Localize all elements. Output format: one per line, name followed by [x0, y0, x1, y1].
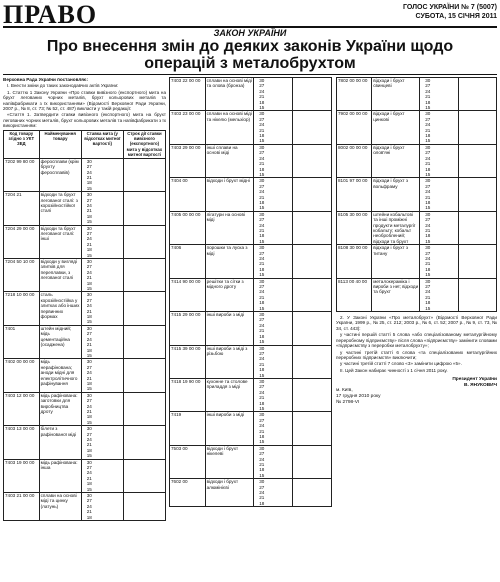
cell-code: 8113 00 40 00: [337, 278, 372, 311]
masthead: [3, 2, 497, 28]
cell-code: 7415 39 00 00: [170, 345, 206, 378]
cell-code: 7403 12 00 00: [4, 392, 40, 425]
cell-rate: 30 27 24 21 18 15: [254, 278, 293, 311]
cell-rate: 30 27 24 21 18 15: [254, 111, 293, 144]
cell-code: 7402 00 00 00: [4, 359, 40, 392]
table-row: [337, 178, 497, 211]
table-row: [170, 178, 332, 211]
title-divider: [3, 74, 497, 75]
cell-name: відходи і брухт з вольфраму: [372, 178, 420, 211]
cell-name: порошки та луска з міді: [205, 245, 254, 278]
cell-term: [293, 412, 332, 445]
cell-term: [293, 78, 332, 111]
cell-rate: 30 27 24 21 18 15: [420, 144, 458, 177]
cell-code: 7406: [170, 245, 206, 278]
cell-code: 7902 00 00 00: [337, 111, 372, 144]
cell-term: [293, 345, 332, 378]
table-row: [170, 245, 332, 278]
cell-rate: 30 27 24 21 18 15: [81, 392, 123, 425]
cell-name: відходи у вигляді злитків для переплавки, з легованої сталі: [39, 259, 81, 292]
amendment-paragraph: 2. У Законі України «Про металобрухт» (Відомості Верховної Ради України, 1999 р., № 25, ст. 212; 2003 р., № 6, ст. 52; 2007 р., № 9, ст. 73, № 34, ст. 443):: [336, 315, 497, 331]
table-row: [4, 493, 166, 521]
cell-name: мідь рафінована: інша: [39, 459, 81, 492]
cell-term: [123, 292, 165, 325]
table-row: [170, 412, 332, 445]
cell-term: [458, 278, 496, 311]
date-line: СУБОТА, 15 СІЧНЯ 2011: [415, 13, 497, 20]
cell-term: [293, 378, 332, 411]
cell-term: [123, 426, 165, 459]
header-code: Код товару згідно з УКТ ЗЕД: [4, 130, 40, 158]
cell-term: [293, 445, 332, 478]
table-row: [170, 345, 332, 378]
cell-term: [123, 225, 165, 258]
signature-position: Президент України: [452, 377, 497, 383]
cell-code: 7403 22 00 00: [170, 78, 206, 111]
cell-name: відходи і брухт алюмінієві: [205, 479, 254, 507]
cell-name: решітки та сітки з мідного дроту: [205, 278, 254, 311]
table-row: [337, 144, 497, 177]
cell-term: [293, 245, 332, 278]
cell-name: відходи і брухт з титану: [372, 245, 420, 278]
cell-code: 8108 30 00 00: [337, 245, 372, 278]
newspaper-logo: ПРАВО: [3, 0, 98, 29]
table-row: [4, 426, 166, 459]
cell-name: кухонне та столове приладдя з міді: [205, 378, 254, 411]
cell-name: сплави на основі міді та олова (бронза): [205, 78, 254, 111]
cell-rate: 30 27 24 21 18 15: [254, 412, 293, 445]
cell-code: 7403 29 00 00: [170, 144, 206, 177]
cell-rate: 30 27 24 21 18 15: [81, 459, 123, 492]
cell-name: сплави на основі міді та нікелю (мельхіор): [205, 111, 254, 144]
column-1: [3, 77, 166, 521]
cell-name: відходи і брухт цинкові: [372, 111, 420, 144]
cell-code: 8002 00 00 00: [337, 144, 372, 177]
cell-rate: 30 27 24 21 18 15: [420, 111, 458, 144]
cell-rate: 30 27 24 21 18 15: [81, 225, 123, 258]
cell-code: 7202 99 80 00: [4, 158, 40, 191]
cell-name: штейн мідний; мідь цементаційна (осаджена): [39, 325, 81, 358]
cell-term: [293, 312, 332, 345]
cell-name: відходи та брухт легованої сталі: з корозійностійкої сталі: [39, 192, 81, 225]
table-row: [4, 259, 166, 292]
cell-code: 8105 30 00 00: [337, 211, 372, 244]
cell-code: 7403 13 00 00: [4, 426, 40, 459]
table-row: [170, 111, 332, 144]
header-name: Найменування товару: [39, 130, 81, 158]
cell-code: 7401: [4, 325, 40, 358]
cell-code: 7503 00: [170, 445, 206, 478]
cell-code: 7403 23 00 00: [170, 111, 206, 144]
cell-code: 8101 97 00 00: [337, 178, 372, 211]
cell-rate: 30 27 24 21 18 15: [254, 378, 293, 411]
table-row: [337, 78, 497, 111]
cell-term: [293, 111, 332, 144]
cell-rate: 30 27 24 21 18: [81, 493, 123, 521]
cell-name: металокераміка і вироби з неї; відходи та брухт: [372, 278, 420, 311]
table-row: [4, 392, 166, 425]
header-term: Строк дії ставки вивізного (експортного) мита у відсотках митної вартості: [123, 130, 165, 158]
cell-rate: 30 27 24 21 18 15: [81, 359, 123, 392]
cell-name: інші вироби з міді з різьбою: [205, 345, 254, 378]
cell-name: відходи і брухт олов'яні: [372, 144, 420, 177]
cell-term: [123, 325, 165, 358]
cell-name: відходи і брухт мідні: [205, 178, 254, 211]
cell-term: [458, 111, 496, 144]
cell-name: відходи і брухт свинцеві: [372, 78, 420, 111]
cell-rate: 30 27 24 21 18 15: [254, 245, 293, 278]
cell-code: 7204 29 00 00: [4, 225, 40, 258]
table-row: [170, 378, 332, 411]
intro-paragraph: 1. Статтю 1 Закону України «Про ставки вивізного (експортного) мита на брухт легованих чорних металів, брухт кольорових металів та напівфабрикати з їх використанням» (Відомості Верховної Ради України, 2007 р., № 8, ст. 73; № 52, ст. 487) викласти у такій редакції:: [3, 89, 166, 112]
cell-rate: 30 27 24 21 18 15: [420, 178, 458, 211]
intro-text: [3, 77, 166, 129]
cell-code: 7414 90 00 00: [170, 278, 206, 311]
table-row: [170, 479, 332, 507]
signature-number: № 2798-VI: [336, 399, 360, 405]
column-2: [169, 77, 332, 507]
cell-term: [458, 211, 496, 244]
cell-name: білети з рафінованої міді: [39, 426, 81, 459]
cell-name: штейни кобальтові та інші проміжні продукти металургії кобальту; кобальт необроблений; відходи та брухт: [372, 211, 420, 244]
cell-term: [123, 392, 165, 425]
cell-name: сплави на основі міді та цинку (латунь): [39, 493, 81, 521]
table-row: [170, 445, 332, 478]
cell-term: [293, 144, 332, 177]
table-row: [337, 245, 497, 278]
table-row: [337, 211, 497, 244]
cell-name: мідь рафінована: заготовки для виробництва дроту: [39, 392, 81, 425]
cell-rate: 30 27 24 21 18 15: [254, 345, 293, 378]
cell-term: [123, 493, 165, 521]
cell-name: інші сплави на основі міді: [205, 144, 254, 177]
header-rate: Ставка мита (у відсотках митної вартості): [81, 130, 123, 158]
cell-name: інші вироби з міді: [205, 312, 254, 345]
law-caption: ЗАКОН УКРАЇНИ: [213, 28, 287, 38]
cell-rate: 30 27 24 21 18 15: [81, 426, 123, 459]
cell-rate: 30 27 24 21 18 15: [420, 278, 458, 311]
cell-code: 7418 19 90 00: [170, 378, 206, 411]
cell-name: сталь корозійностійка у злитках або інших первинних формах: [39, 292, 81, 325]
amendments-text: [336, 315, 497, 373]
signature-block: [336, 377, 497, 405]
cell-term: [123, 259, 165, 292]
cell-rate: 30 27 24 21 18 15: [81, 192, 123, 225]
cell-term: [293, 211, 332, 244]
duty-table-3: [336, 77, 497, 312]
cell-code: 7602 00: [170, 479, 206, 507]
cell-term: [458, 144, 496, 177]
cell-rate: 30 27 24 21 18 15: [81, 325, 123, 358]
duty-table-2: [169, 77, 332, 507]
cell-rate: 30 27 24 21 18 15: [254, 312, 293, 345]
table-row: [4, 325, 166, 358]
cell-code: 7204 21: [4, 192, 40, 225]
table-row: [170, 312, 332, 345]
cell-rate: 30 27 24 21 18 15: [81, 259, 123, 292]
table-row: [4, 192, 166, 225]
cell-term: [123, 192, 165, 225]
amendment-paragraph: у частині першій статті 5 слова «або спеціалізованому металургійному переробному підприємству» після слова «підприємству» замінити словами «підприємству з переробки металобрухту»;: [336, 332, 497, 349]
cell-term: [293, 178, 332, 211]
cell-code: 7419: [170, 412, 206, 445]
table-row: [4, 225, 166, 258]
amendment-paragraph: ІІ. Цей Закон набирає чинності з 1 січня 2011 року.: [340, 367, 448, 373]
cell-name: мідь нерафінована; аноди мідні для електролітичного рафінування: [39, 359, 81, 392]
cell-term: [293, 479, 332, 507]
cell-code: 7218 10 00 00: [4, 292, 40, 325]
duty-table-1: [3, 130, 166, 521]
table-row: [4, 158, 166, 191]
cell-name: відходи та брухт легованої сталі: інші: [39, 225, 81, 258]
article-title: Про внесення змін до деяких законів України щодо операцій з металобрухтом: [46, 38, 454, 72]
signature-name: В. ЯНУКОВИЧ: [464, 382, 497, 388]
intro-paragraph: І. Внести зміни до таких законодавчих актів України:: [7, 83, 119, 89]
issue-info: [403, 3, 497, 21]
table-row: [170, 144, 332, 177]
cell-term: [123, 158, 165, 191]
cell-rate: 30 27 24 21 18: [254, 479, 293, 507]
table-row: [4, 292, 166, 325]
table-row: [337, 111, 497, 144]
table-row: [337, 278, 497, 311]
intro-paragraph: «Стаття 1. Затвердити ставки вивізного (експортного) мита на брухт легованих чорних металів, брухт кольорових металів та напівфабрикати з їх використанням:: [3, 112, 166, 129]
cell-rate: 30 27 24 21 18 15: [254, 445, 293, 478]
cell-rate: 30 27 24 21 18 15: [254, 178, 293, 211]
intro-lead: Верховна Рада України постановляє:: [3, 77, 88, 82]
cell-code: 7403 21 00 00: [4, 493, 40, 521]
cell-code: 7403 19 00 00: [4, 459, 40, 492]
column-3: [336, 77, 497, 405]
amendment-paragraph: у частині третій статті 6 слова «та спеціалізованих металургійних переробних підприємств» виключити;: [336, 349, 497, 360]
cell-name: лігатури на основі міді: [205, 211, 254, 244]
table-header-row: [4, 130, 166, 158]
cell-code: 7204 50 10 00: [4, 259, 40, 292]
cell-term: [458, 245, 496, 278]
cell-code: 7802 00 00 00: [337, 78, 372, 111]
table-row: [4, 459, 166, 492]
cell-rate: 30 27 24 21 18 15: [254, 144, 293, 177]
cell-rate: 30 27 24 21 18 15: [420, 211, 458, 244]
table-row: [170, 78, 332, 111]
table-row: [170, 211, 332, 244]
cell-rate: 30 27 24 21 18 15: [254, 78, 293, 111]
cell-name: інші вироби з міді: [205, 412, 254, 445]
cell-code: 7415 29 00 00: [170, 312, 206, 345]
cell-code: 7405 00 00 00: [170, 211, 206, 244]
cell-term: [123, 359, 165, 392]
cell-name: відходи і брухт нікелеві: [205, 445, 254, 478]
table-row: [170, 278, 332, 311]
signature-date: 17 грудня 2010 року: [336, 393, 381, 399]
cell-term: [458, 78, 496, 111]
cell-name: феросплави (крім брухту феросплавів): [39, 158, 81, 191]
cell-term: [458, 178, 496, 211]
issue-line: ГОЛОС УКРАЇНИ № 7 (5007): [402, 4, 497, 11]
cell-rate: 30 27 24 21 18 15: [254, 211, 293, 244]
cell-term: [123, 459, 165, 492]
cell-rate: 30 27 24 21 18 15: [81, 158, 123, 191]
amendment-paragraph: у частині третій статті 7 слово «3» замінити цифрою «5».: [340, 361, 462, 367]
cell-rate: 30 27 24 21 18 15: [81, 292, 123, 325]
cell-code: 7404 00: [170, 178, 206, 211]
cell-term: [293, 278, 332, 311]
cell-rate: 30 27 24 21 18 15: [420, 78, 458, 111]
signature-place: м. Київ,: [336, 388, 353, 394]
table-row: [4, 359, 166, 392]
cell-rate: 30 27 24 21 18 15: [420, 245, 458, 278]
